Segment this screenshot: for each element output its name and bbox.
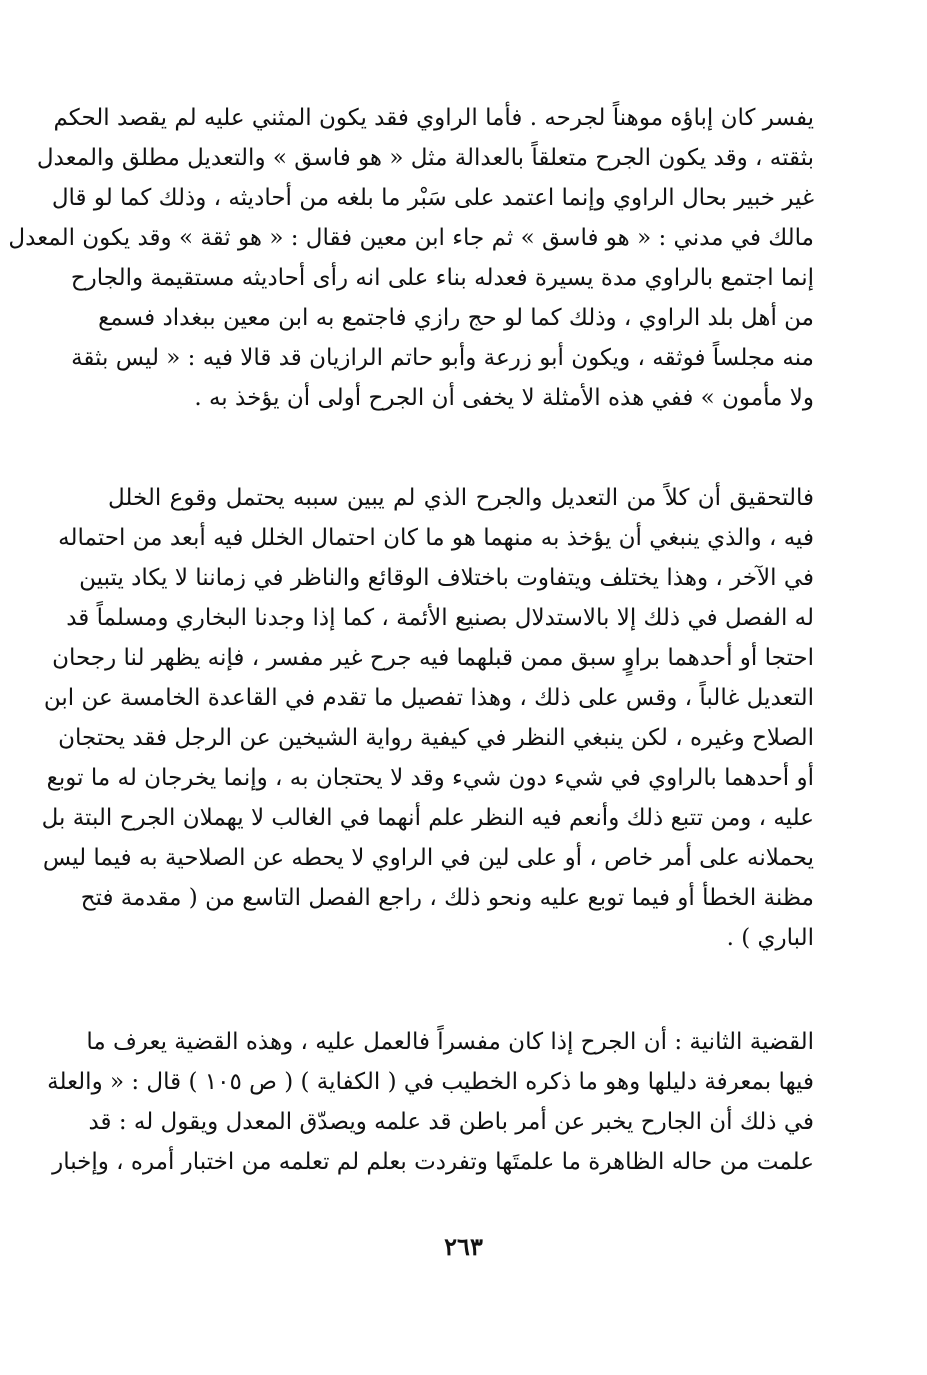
text-line: القضية الثانية : أن الجرح إذا كان مفسراً فالعمل عليه ، وهذه القضية يعرف ما — [86, 1029, 814, 1055]
text-line: عليه ، ومن تتبع ذلك وأنعم فيه النظر علم أنهما في الغالب لا يهملان الجرح البتة بل — [41, 805, 814, 831]
text-line: من أهل بلد الراوي ، وذلك كما لو حج رازي فاجتمع به ابن معين ببغداد فسمع — [98, 305, 814, 331]
text-line: التعديل غالباً ، وقس على ذلك ، وهذا تفصيل ما تقدم في القاعدة الخامسة عن ابن — [43, 685, 814, 711]
text-line: احتجا أو أحدهما براوٍ سبق ممن قبلهما فيه جرح غير مفسر ، فإنه يظهر لنا رجحان — [52, 645, 814, 671]
text-line: الصلاح وغيره ، لكن ينبغي النظر في كيفية رواية الشيخين عن الرجل فقد يحتجان — [58, 725, 814, 751]
text-line: أو أحدهما بالراوي في شيء دون شيء وقد لا يحتجان به ، وإنما يخرجان له ما توبع — [46, 765, 814, 791]
text-line: الباري ) . — [726, 925, 814, 951]
text-line: مالك في مدني : « هو فاسق » ثم جاء ابن معين فقال : « هو ثقة » وقد يكون المعدل — [8, 225, 814, 251]
text-line: له الفصل في ذلك إلا بالاستدلال بصنيع الأئمة ، كما إذا وجدنا البخاري ومسلماً قد — [66, 605, 814, 631]
text-line: فيه ، والذي ينبغي أن يؤخذ به منهما هو ما كان احتمال الخلل فيه أبعد من احتماله — [58, 525, 814, 551]
page-number: ٢٦٣ — [444, 1232, 483, 1261]
text-line: ولا مأمون » ففي هذه الأمثلة لا يخفى أن الجرح أولى أن يؤخذ به . — [194, 385, 814, 411]
text-line: فالتحقيق أن كلاً من التعديل والجرح الذي لم يبين سببه يحتمل وقوع الخلل — [108, 485, 814, 511]
text-line: إنما اجتمع بالراوي مدة يسيرة فعدله بناء على انه رأى أحاديثه مستقيمة والجارح — [70, 265, 814, 291]
text-line: غير خبير بحال الراوي وإنما اعتمد على سَبْر ما بلغه من أحاديثه ، وذلك كما لو قال — [51, 185, 814, 211]
paragraph-3 — [47, 1022, 814, 1182]
text-line: بثقته ، وقد يكون الجرح متعلقاً بالعدالة مثل « هو فاسق » والتعديل مطلق والمعدل — [36, 145, 814, 171]
text-line: علمت من حاله الظاهرة ما علمتَها وتفردت بعلم لم تعلمه من اختبار أمره ، وإخبار — [52, 1149, 814, 1175]
text-line: في ذلك أن الجارح يخبر عن أمر باطن قد علمه ويصدّق المعدل ويقول له : قد — [88, 1109, 814, 1135]
text-line: منه مجلساً فوثقه ، ويكون أبو زرعة وأبو حاتم الرازيان قد قالا فيه : « ليس بثقة — [71, 345, 814, 371]
text-line: يفسر كان إباؤه موهناً لجرحه . فأما الراوي فقد يكون المثني عليه لم يقصد الحكم — [53, 105, 814, 131]
paragraph-1 — [8, 98, 814, 418]
paragraph-2 — [41, 478, 814, 958]
text-line: فيها بمعرفة دليلها وهو ما ذكره الخطيب في ( الكفاية ) ( ص ١٠٥ ) قال : « والعلة — [47, 1069, 814, 1095]
text-line: مظنة الخطأ أو فيما توبع عليه ونحو ذلك ، راجع الفصل التاسع من ( مقدمة فتح — [80, 885, 814, 911]
text-line: في الآخر ، وهذا يختلف ويتفاوت باختلاف الوقائع والناظر في زماننا لا يكاد يتبين — [79, 565, 814, 591]
text-line: يحملانه على أمر خاص ، أو على لين في الراوي لا يحطه عن الصلاحية به فيما ليس — [42, 845, 814, 871]
